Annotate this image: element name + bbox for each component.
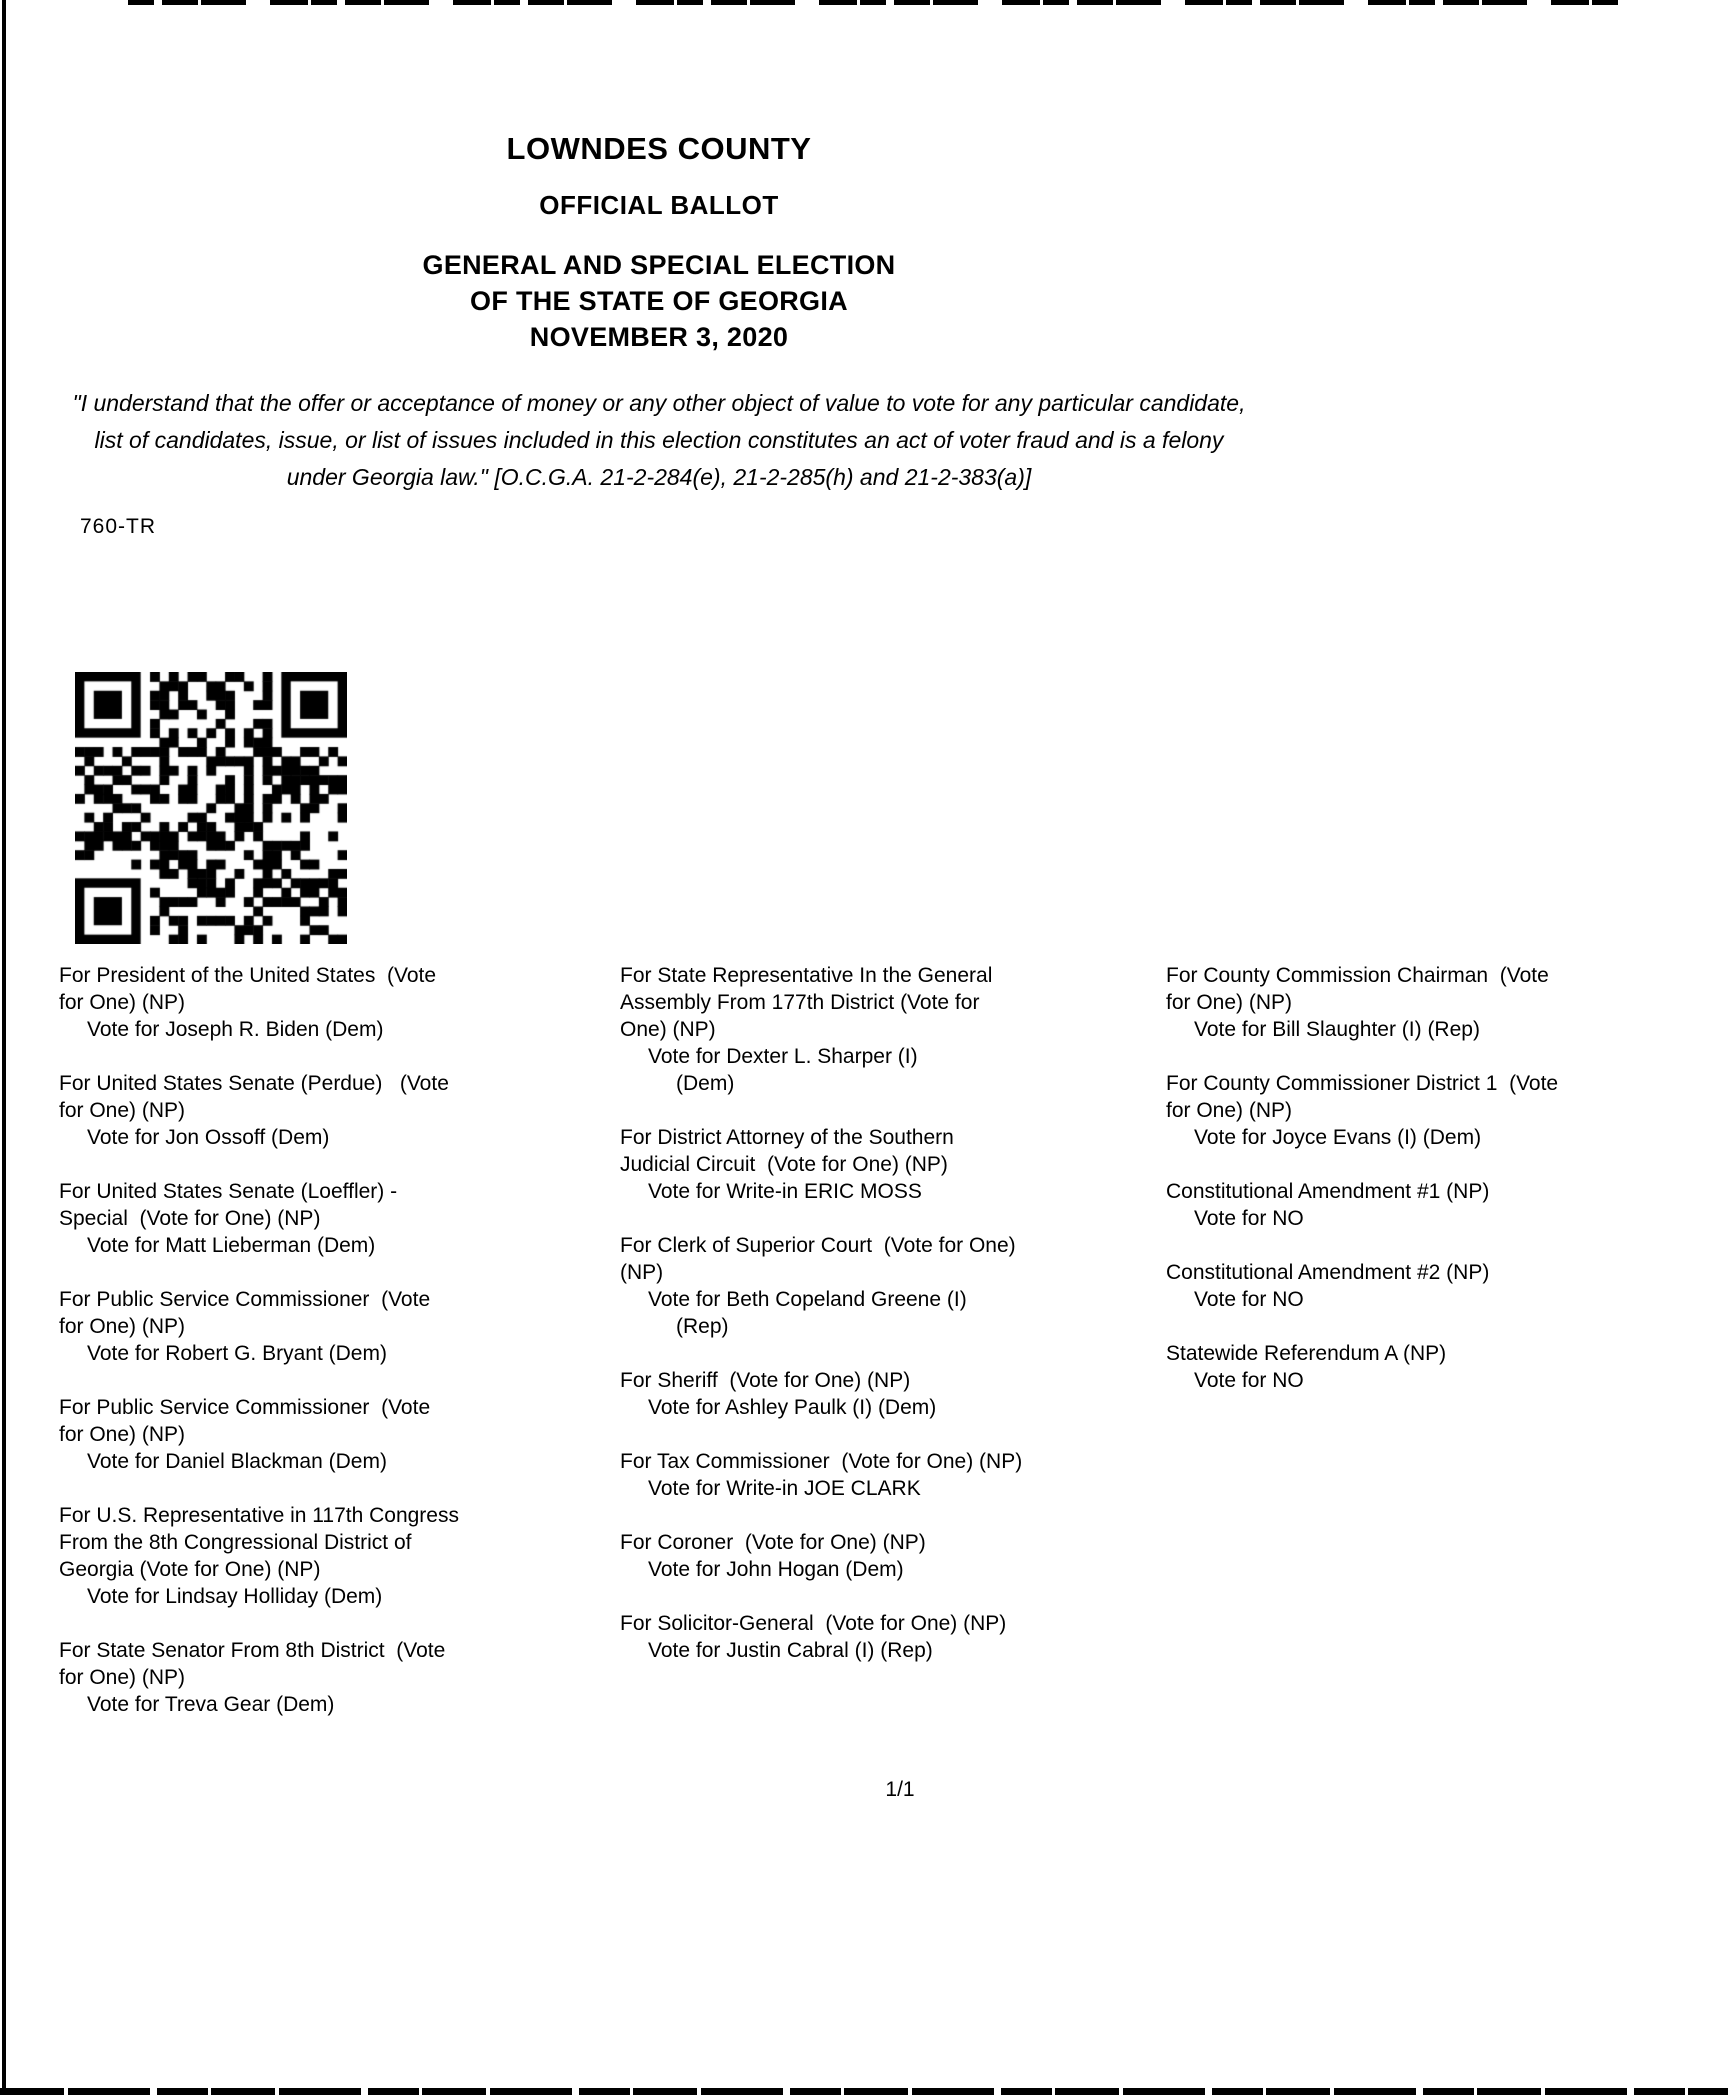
contest-header-line: For Clerk of Superior Court (Vote for One) [620, 1234, 1016, 1257]
contest-header-line: For Public Service Commissioner (Vote [59, 1396, 431, 1419]
disclaimer-line: list of candidates, issue, or list of issues included in this election constitutes an act of voter fraud and is a felony [94, 427, 1224, 453]
vote-selection-line: Vote for Joseph R. Biden (Dem) [87, 1018, 384, 1041]
contest-entry [59, 1502, 611, 1610]
county-title: LOWNDES COUNTY [506, 131, 812, 166]
disclaimer-line: "I understand that the offer or acceptance of money or any other object of value to vote for any particular candidate, [72, 390, 1246, 416]
contest-header-line: Assembly From 177th District (Vote for [620, 991, 980, 1014]
contest-header-line: Special (Vote for One) (NP) [59, 1207, 321, 1230]
vote-selection-line: (Rep) [676, 1315, 729, 1338]
vote-selection-line: Vote for NO [1194, 1369, 1304, 1392]
contest-header-line: For State Senator From 8th District (Vote [59, 1639, 446, 1662]
contest-header-line: For President of the United States (Vote [59, 964, 437, 987]
contest-entry [59, 1394, 611, 1475]
contest-entry [620, 1610, 1162, 1664]
disclaimer-line: under Georgia law." [O.C.G.A. 21-2-284(e), 21-2-285(h) and 21-2-383(a)] [286, 464, 1032, 490]
contest-header-line: For Sheriff (Vote for One) (NP) [620, 1369, 911, 1392]
contest-entry [620, 1448, 1162, 1502]
contest-header-line: For District Attorney of the Southern [620, 1126, 954, 1149]
vote-selection-line: Vote for Write-in ERIC MOSS [648, 1180, 922, 1203]
scan-artifact-bottom-edge [0, 2088, 1728, 2095]
contest-header-line: From the 8th Congressional District of [59, 1531, 412, 1554]
contest-entry [1166, 1340, 1728, 1394]
election-title-block [0, 247, 1318, 355]
vote-selection-line: Vote for Bill Slaughter (I) (Rep) [1194, 1018, 1480, 1041]
contest-entry [620, 1124, 1162, 1205]
contest-header-line: For United States Senate (Loeffler) - [59, 1180, 398, 1203]
election-title-line2: OF THE STATE OF GEORGIA [470, 286, 848, 316]
vote-selection-line: Vote for Justin Cabral (I) (Rep) [648, 1639, 933, 1662]
contest-column-right [1166, 962, 1728, 1421]
contest-header-line: For Public Service Commissioner (Vote [59, 1288, 431, 1311]
vote-selection-line: (Dem) [676, 1072, 735, 1095]
page-number: 1/1 [885, 1778, 915, 1801]
contest-header-line: Statewide Referendum A (NP) [1166, 1342, 1447, 1365]
contest-entry [620, 962, 1162, 1097]
ballot-header [0, 132, 1318, 355]
contest-entry [59, 1637, 611, 1718]
vote-selection-line: Vote for Ashley Paulk (I) (Dem) [648, 1396, 937, 1419]
contest-header-line: For U.S. Representative in 117th Congress [59, 1504, 459, 1527]
contest-header-line: (NP) [620, 1261, 664, 1284]
vote-selection-line: Vote for Dexter L. Sharper (I) [648, 1045, 918, 1068]
scan-artifact-top-edge [128, 0, 1618, 5]
vote-selection-line: Vote for Treva Gear (Dem) [87, 1693, 335, 1716]
contest-header-line: for One) (NP) [59, 1099, 186, 1122]
official-ballot-title: OFFICIAL BALLOT [539, 190, 779, 220]
contest-header-line: for One) (NP) [59, 1423, 186, 1446]
election-date: NOVEMBER 3, 2020 [529, 322, 789, 352]
contest-column-middle [620, 962, 1162, 1691]
voter-fraud-disclaimer [0, 385, 1318, 496]
contest-header-line: For Coroner (Vote for One) (NP) [620, 1531, 926, 1554]
contest-header-line: For County Commissioner District 1 (Vote [1166, 1072, 1559, 1095]
contest-header-line: Constitutional Amendment #2 (NP) [1166, 1261, 1490, 1284]
contest-header-line: for One) (NP) [1166, 991, 1293, 1014]
contest-header-line: for One) (NP) [59, 991, 186, 1014]
contest-entry [59, 1070, 611, 1151]
contest-entry [1166, 962, 1728, 1043]
contest-column-left [59, 962, 611, 1745]
vote-selection-line: Vote for Joyce Evans (I) (Dem) [1194, 1126, 1482, 1149]
contest-header-line: Judicial Circuit (Vote for One) (NP) [620, 1153, 948, 1176]
contest-header-line: for One) (NP) [1166, 1099, 1293, 1122]
contest-entry [620, 1529, 1162, 1583]
vote-selection-line: Vote for NO [1194, 1207, 1304, 1230]
contest-header-line: for One) (NP) [59, 1315, 186, 1338]
election-title-line1: GENERAL AND SPECIAL ELECTION [422, 250, 896, 280]
contest-header-line: Georgia (Vote for One) (NP) [59, 1558, 321, 1581]
contest-entry [59, 962, 611, 1043]
contest-header-line: One) (NP) [620, 1018, 716, 1041]
vote-selection-line: Vote for NO [1194, 1288, 1304, 1311]
precinct-code: 760-TR [80, 515, 157, 538]
contest-entry [1166, 1178, 1728, 1232]
vote-selection-line: Vote for Jon Ossoff (Dem) [87, 1126, 330, 1149]
contest-header-line: Constitutional Amendment #1 (NP) [1166, 1180, 1490, 1203]
contest-entry [620, 1232, 1162, 1340]
vote-selection-line: Vote for Lindsay Holliday (Dem) [87, 1585, 383, 1608]
contest-entry [1166, 1070, 1728, 1151]
vote-selection-line: Vote for Beth Copeland Greene (I) [648, 1288, 967, 1311]
vote-selection-line: Vote for Matt Lieberman (Dem) [87, 1234, 376, 1257]
vote-selection-line: Vote for John Hogan (Dem) [648, 1558, 904, 1581]
contest-entry [59, 1178, 611, 1259]
contest-header-line: For Solicitor-General (Vote for One) (NP) [620, 1612, 1007, 1635]
contest-header-line: For State Representative In the General [620, 964, 993, 987]
contest-entry [59, 1286, 611, 1367]
contest-header-line: For United States Senate (Perdue) (Vote [59, 1072, 449, 1095]
ballot-qr-code [75, 672, 347, 944]
vote-selection-line: Vote for Robert G. Bryant (Dem) [87, 1342, 387, 1365]
contest-header-line: For Tax Commissioner (Vote for One) (NP) [620, 1450, 1023, 1473]
vote-selection-line: Vote for Write-in JOE CLARK [648, 1477, 921, 1500]
contest-header-line: for One) (NP) [59, 1666, 186, 1689]
contest-header-line: For County Commission Chairman (Vote [1166, 964, 1549, 987]
vote-selection-line: Vote for Daniel Blackman (Dem) [87, 1450, 387, 1473]
contest-entry [620, 1367, 1162, 1421]
contest-entry [1166, 1259, 1728, 1313]
